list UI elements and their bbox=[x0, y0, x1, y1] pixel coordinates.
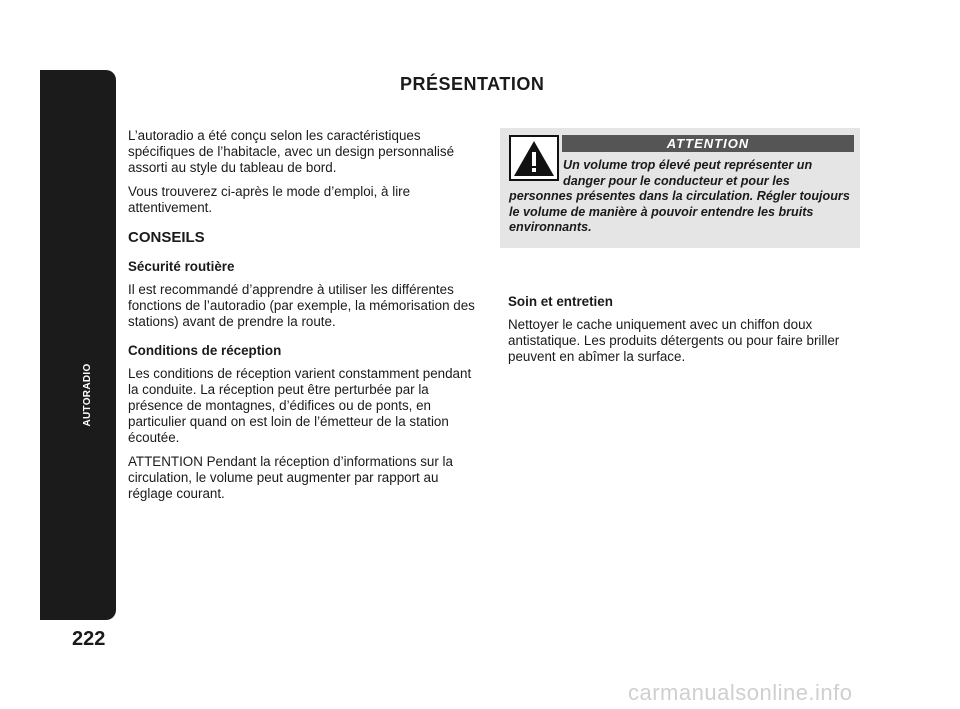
right-column bbox=[508, 294, 848, 365]
conseils-heading: CONSEILS bbox=[128, 229, 205, 246]
reception-attention-text: ATTENTION Pendant la réception d’informations sur la circulation, le volume peut augmenter par rapport au réglage courant. bbox=[128, 454, 453, 501]
page-number: 222 bbox=[72, 628, 106, 650]
section-label: AUTORADIO bbox=[82, 363, 93, 427]
page-title: PRÉSENTATION bbox=[400, 74, 545, 94]
warning-box bbox=[500, 128, 860, 248]
watermark: carmanualsonline.info bbox=[628, 680, 853, 705]
warning-text bbox=[509, 158, 853, 236]
section-sidebar bbox=[40, 70, 116, 620]
intro-paragraph-1: L’autoradio a été conçu selon les caractéristiques spécifiques de l’habitacle, avec un design personnalisé assorti au style du tableau de bord. bbox=[128, 128, 455, 175]
soin-text: Nettoyer le cache uniquement avec un chiffon doux antistatique. Les produits détergents ou pour faire briller peuvent en abîmer la surface. bbox=[508, 317, 840, 364]
securite-heading: Sécurité routière bbox=[128, 259, 235, 274]
soin-heading: Soin et entretien bbox=[508, 294, 613, 309]
reception-heading: Conditions de réception bbox=[128, 343, 282, 358]
warning-label: ATTENTION bbox=[562, 135, 854, 152]
intro-paragraph-2: Vous trouverez ci-après le mode d’emploi, à lire attentivement. bbox=[128, 184, 411, 215]
reception-text: Les conditions de réception varient constamment pendant la conduite. La réception peut être perturbée par la présence de montagnes, d’édifices ou de ponts, en particulier quand on est loin de l’émetteur de la station écoutée. bbox=[128, 366, 472, 445]
warning-text-first: Un volume trop élevé peut représenter un danger pour le conducteur et pour les bbox=[563, 158, 813, 188]
securite-text: Il est recommandé d’apprendre à utiliser les différentes fonctions de l’autoradio (par exemple, la mémorisation des stations) avant de prendre la route. bbox=[128, 282, 475, 329]
warning-text-rest: personnes présentes dans la circulation. Régler toujours le volume de manière à pouvoir entendre les bruits environnants. bbox=[509, 189, 850, 234]
left-column bbox=[128, 128, 484, 510]
